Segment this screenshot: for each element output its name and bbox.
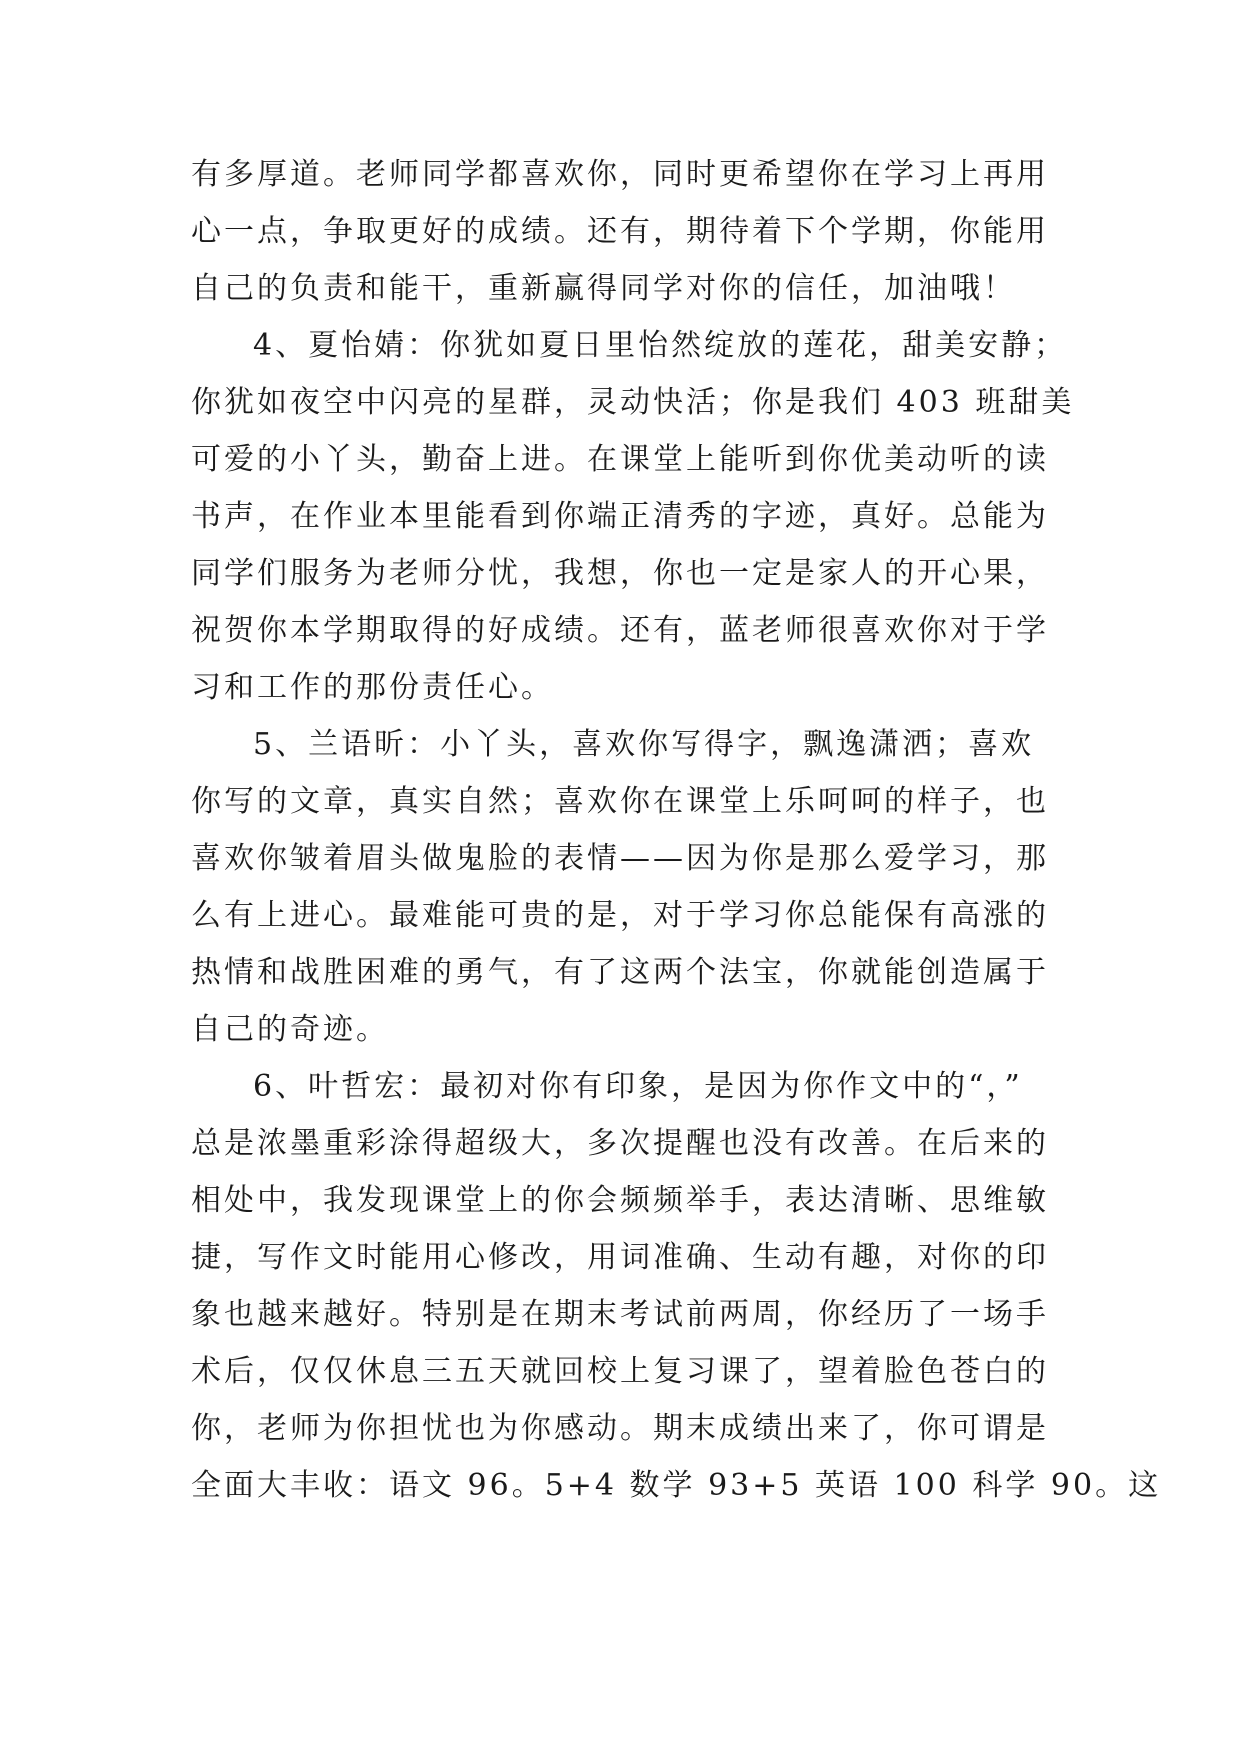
text-line: 书声，在作业本里能看到你端正清秀的字迹，真好。总能为	[191, 499, 1049, 534]
text-line: 祝贺你本学期取得的好成绩。还有，蓝老师很喜欢你对于学	[191, 613, 1049, 648]
paragraph-start-line: 6、叶哲宏：最初对你有印象，是因为你作文中的“，”	[253, 1069, 1023, 1104]
text-line: 自己的奇迹。	[191, 1012, 389, 1047]
text-line: 习和工作的那份责任心。	[191, 670, 554, 705]
text-line: 总是浓墨重彩涂得超级大，多次提醒也没有改善。在后来的	[191, 1126, 1049, 1161]
text-line: 可爱的小丫头，勤奋上进。在课堂上能听到你优美动听的读	[191, 442, 1049, 477]
text-line: 象也越来越好。特别是在期末考试前两周，你经历了一场手	[191, 1297, 1049, 1332]
text-line: 捷，写作文时能用心修改，用词准确、生动有趣，对你的印	[191, 1240, 1049, 1275]
document-body	[191, 146, 1162, 1514]
text-line: 相处中，我发现课堂上的你会频频举手，表达清晰、思维敏	[191, 1183, 1049, 1218]
text-line: 么有上进心。最难能可贵的是，对于学习你总能保有高涨的	[191, 898, 1049, 933]
text-line: 有多厚道。老师同学都喜欢你，同时更希望你在学习上再用	[191, 157, 1049, 192]
text-line: 术后，仅仅休息三五天就回校上复习课了，望着脸色苍白的	[191, 1354, 1049, 1389]
paragraph-start-line: 4、夏怡婧：你犹如夏日里怡然绽放的莲花，甜美安静；	[253, 328, 1068, 363]
text-line: 你写的文章，真实自然；喜欢你在课堂上乐呵呵的样子，也	[191, 784, 1049, 819]
text-line: 同学们服务为老师分忧，我想，你也一定是家人的开心果，	[191, 556, 1049, 591]
text-line: 喜欢你皱着眉头做鬼脸的表情——因为你是那么爱学习，那	[191, 841, 1049, 876]
text-line: 你，老师为你担忧也为你感动。期末成绩出来了，你可谓是	[191, 1411, 1049, 1446]
text-line: 你犹如夜空中闪亮的星群，灵动快活；你是我们 403 班甜美	[191, 385, 1075, 420]
text-line: 自己的负责和能干，重新赢得同学对你的信任，加油哦！	[191, 271, 1016, 306]
text-line: 全面大丰收：语文 96。5+4 数学 93+5 英语 100 科学 90。这	[191, 1468, 1162, 1503]
paragraph-start-line: 5、兰语昕：小丫头，喜欢你写得字，飘逸潇洒；喜欢	[253, 727, 1035, 762]
text-line: 热情和战胜困难的勇气，有了这两个法宝，你就能创造属于	[191, 955, 1049, 990]
text-line: 心一点，争取更好的成绩。还有，期待着下个学期，你能用	[191, 214, 1049, 249]
